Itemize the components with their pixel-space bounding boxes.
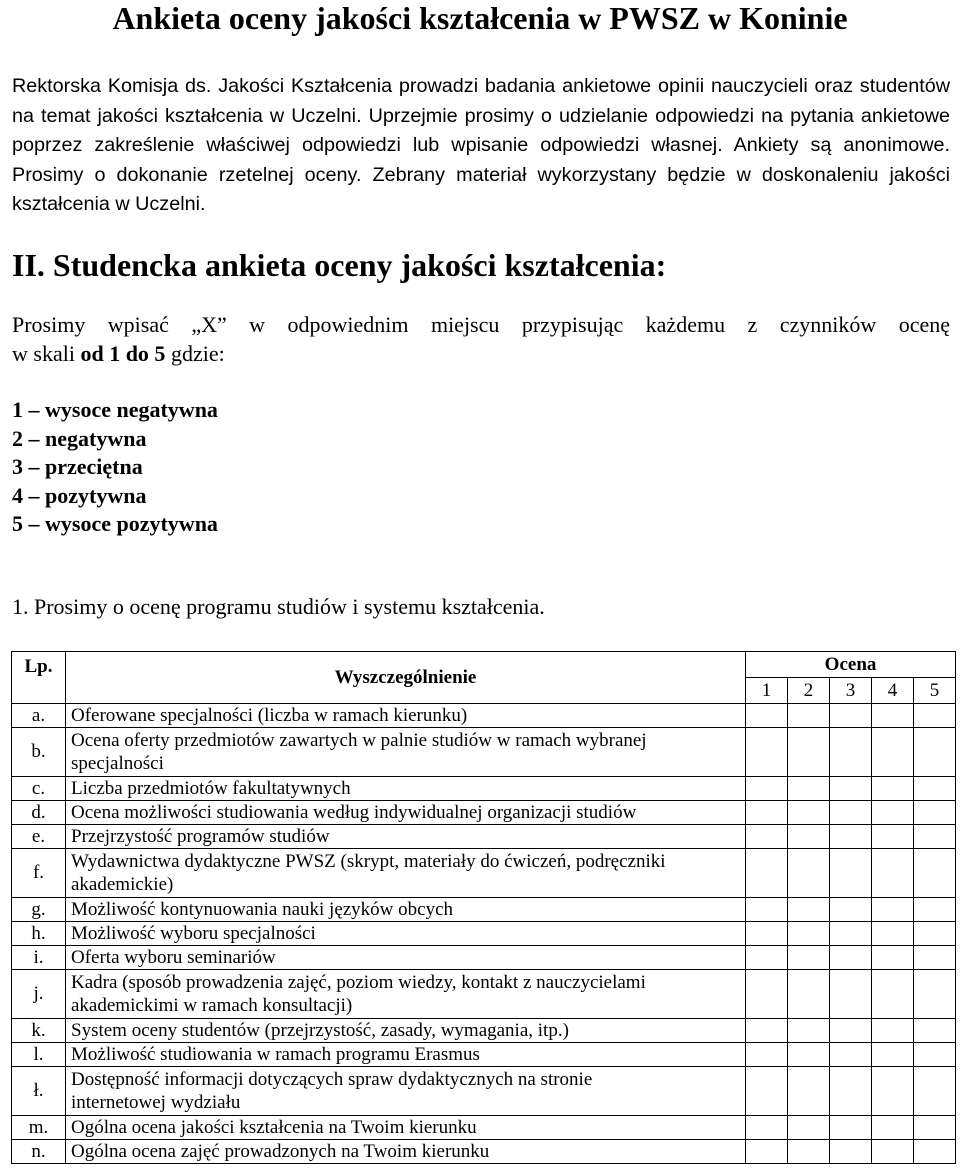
scale-item-1: 1 – wysoce negatywna bbox=[12, 397, 218, 422]
row-description-line: Możliwość studiowania w ramach programu Erasmus bbox=[71, 1044, 480, 1065]
row-lp: j. bbox=[12, 970, 66, 1019]
rating-cell-4[interactable] bbox=[872, 970, 914, 1019]
instructions-line-1: Prosimy wpisać „X” w odpowiednim miejscu przypisując każdemu z czynników ocenę bbox=[12, 312, 950, 337]
rating-cell-4[interactable] bbox=[872, 1140, 914, 1164]
row-description bbox=[66, 849, 746, 898]
row-description-line: Ocena oferty przedmiotów zawartych w palnie studiów w ramach wybranej bbox=[71, 730, 647, 751]
rating-cell-5[interactable] bbox=[914, 801, 956, 825]
row-description-line: Ogólna ocena jakości kształcenia na Twoim kierunku bbox=[71, 1117, 477, 1138]
scale-item-4: 4 – pozytywna bbox=[12, 482, 147, 508]
rating-cell-2[interactable] bbox=[788, 898, 830, 922]
rating-cell-2[interactable] bbox=[788, 728, 830, 777]
rating-cell-5[interactable] bbox=[914, 946, 956, 970]
table-row bbox=[12, 825, 956, 849]
instructions-line-2-end: gdzie: bbox=[165, 340, 225, 366]
row-description-line: Wydawnictwa dydaktyczne PWSZ (skrypt, materiały do ćwiczeń, podręczniki bbox=[71, 851, 666, 872]
row-lp: e. bbox=[12, 825, 66, 849]
rating-cell-5[interactable] bbox=[914, 970, 956, 1019]
instructions-scale-range: od 1 do 5 bbox=[80, 340, 166, 366]
header-score-5: 5 bbox=[914, 678, 956, 704]
row-description-line: specjalności bbox=[71, 753, 164, 774]
rating-cell-4[interactable] bbox=[872, 801, 914, 825]
rating-cell-1[interactable] bbox=[746, 1116, 788, 1140]
row-description-line: Oferta wyboru seminariów bbox=[71, 947, 276, 968]
rating-cell-3[interactable] bbox=[830, 728, 872, 777]
instructions-line-2-start: w skali bbox=[12, 340, 81, 366]
table-row bbox=[12, 849, 956, 898]
row-description bbox=[66, 1140, 746, 1164]
row-lp: k. bbox=[12, 1019, 66, 1043]
rating-cell-5[interactable] bbox=[914, 1116, 956, 1140]
row-description bbox=[66, 970, 746, 1019]
row-description bbox=[66, 1067, 746, 1116]
row-lp: g. bbox=[12, 898, 66, 922]
table-row bbox=[12, 1140, 956, 1164]
header-score-1: 1 bbox=[746, 678, 788, 704]
header-score-2: 2 bbox=[788, 678, 830, 704]
rating-cell-1[interactable] bbox=[746, 1019, 788, 1043]
rating-cell-2[interactable] bbox=[788, 801, 830, 825]
rating-cell-4[interactable] bbox=[872, 849, 914, 898]
scale-item-2: 2 – negatywna bbox=[12, 425, 147, 451]
rating-table bbox=[11, 651, 956, 1164]
rating-cell-2[interactable] bbox=[788, 704, 830, 728]
row-description bbox=[66, 728, 746, 777]
rating-cell-2[interactable] bbox=[788, 849, 830, 898]
rating-cell-1[interactable] bbox=[746, 1067, 788, 1116]
row-description bbox=[66, 922, 746, 946]
rating-cell-4[interactable] bbox=[872, 1019, 914, 1043]
row-description bbox=[66, 898, 746, 922]
table-row bbox=[12, 1116, 956, 1140]
rating-cell-1[interactable] bbox=[746, 704, 788, 728]
header-description: Wyszczególnienie bbox=[66, 652, 746, 704]
rating-cell-2[interactable] bbox=[788, 922, 830, 946]
question-1: 1. Prosimy o ocenę programu studiów i systemu kształcenia. bbox=[12, 594, 545, 619]
table-row bbox=[12, 970, 956, 1019]
rating-cell-5[interactable] bbox=[914, 849, 956, 898]
table-body bbox=[12, 704, 956, 1164]
rating-cell-5[interactable] bbox=[914, 898, 956, 922]
rating-cell-4[interactable] bbox=[872, 946, 914, 970]
row-description-line: Dostępność informacji dotyczących spraw dydaktycznych na stronie bbox=[71, 1069, 593, 1090]
rating-cell-4[interactable] bbox=[872, 777, 914, 801]
row-description-line: Możliwość kontynuowania nauki języków obcych bbox=[71, 899, 454, 920]
rating-cell-2[interactable] bbox=[788, 1116, 830, 1140]
row-description-line: Przejrzystość programów studiów bbox=[71, 826, 330, 847]
rating-cell-2[interactable] bbox=[788, 970, 830, 1019]
rating-cell-3[interactable] bbox=[830, 1067, 872, 1116]
rating-cell-4[interactable] bbox=[872, 1043, 914, 1067]
rating-cell-3[interactable] bbox=[830, 1116, 872, 1140]
row-lp: h. bbox=[12, 922, 66, 946]
rating-cell-1[interactable] bbox=[746, 898, 788, 922]
row-lp: l. bbox=[12, 1043, 66, 1067]
rating-cell-4[interactable] bbox=[872, 1067, 914, 1116]
table-row bbox=[12, 801, 956, 825]
rating-cell-1[interactable] bbox=[746, 801, 788, 825]
rating-cell-5[interactable] bbox=[914, 1043, 956, 1067]
row-lp: c. bbox=[12, 777, 66, 801]
rating-cell-2[interactable] bbox=[788, 777, 830, 801]
table-header-row bbox=[12, 652, 956, 678]
rating-cell-3[interactable] bbox=[830, 946, 872, 970]
rating-cell-1[interactable] bbox=[746, 1140, 788, 1164]
header-rating: Ocena bbox=[746, 652, 956, 678]
row-description-line: Oferowane specjalności (liczba w ramach kierunku) bbox=[71, 705, 468, 726]
scale-item-5: 5 – wysoce pozytywna bbox=[12, 511, 218, 536]
row-description-line: Kadra (sposób prowadzenia zajęć, poziom wiedzy, kontakt z nauczycielami bbox=[71, 972, 646, 993]
rating-cell-3[interactable] bbox=[830, 1019, 872, 1043]
row-lp: f. bbox=[12, 849, 66, 898]
rating-cell-3[interactable] bbox=[830, 825, 872, 849]
rating-cell-3[interactable] bbox=[830, 849, 872, 898]
scale-item-3: 3 – przeciętna bbox=[12, 454, 143, 479]
row-lp: n. bbox=[12, 1140, 66, 1164]
row-description bbox=[66, 704, 746, 728]
rating-cell-1[interactable] bbox=[746, 849, 788, 898]
rating-cell-2[interactable] bbox=[788, 946, 830, 970]
header-score-3: 3 bbox=[830, 678, 872, 704]
rating-cell-4[interactable] bbox=[872, 898, 914, 922]
row-description-line: Ogólna ocena zajęć prowadzonych na Twoim kierunku bbox=[71, 1141, 490, 1162]
page-title: Ankieta oceny jakości kształcenia w PWSZ w Koninie bbox=[112, 0, 848, 36]
row-description-line: Możliwość wyboru specjalności bbox=[71, 923, 316, 944]
header-lp: Lp. bbox=[12, 652, 66, 704]
table-row bbox=[12, 777, 956, 801]
row-description bbox=[66, 1116, 746, 1140]
row-description-line: akademickimi w ramach konsultacji) bbox=[71, 995, 353, 1016]
table-row bbox=[12, 1067, 956, 1116]
rating-cell-3[interactable] bbox=[830, 898, 872, 922]
rating-scale-list bbox=[12, 396, 218, 539]
rating-cell-1[interactable] bbox=[746, 970, 788, 1019]
rating-cell-1[interactable] bbox=[746, 1043, 788, 1067]
table-row bbox=[12, 728, 956, 777]
intro-text: Rektorska Komisja ds. Jakości Kształcenia prowadzi badania ankietowe opinii nauczycieli oraz studentów na temat jakości kształcenia w Uczelni. Uprzejmie prosimy o udzielanie odpowiedzi na pytania ankietowe poprzez zakreślenie właściwej odpowiedzi lub wpisanie odpowiedzi własnej. Ankiety są anonimowe. Prosimy o dokonanie rzetelnej oceny. Zebrany materiał wykorzystany będzie w doskonaleniu jakości kształcenia w Uczelni. bbox=[12, 75, 950, 215]
table-row bbox=[12, 704, 956, 728]
row-description-line: akademickie) bbox=[71, 874, 174, 895]
rating-cell-3[interactable] bbox=[830, 801, 872, 825]
rating-cell-4[interactable] bbox=[872, 728, 914, 777]
rating-cell-5[interactable] bbox=[914, 704, 956, 728]
table-row bbox=[12, 898, 956, 922]
row-lp: ł. bbox=[12, 1067, 66, 1116]
rating-cell-1[interactable] bbox=[746, 728, 788, 777]
row-description-line: System oceny studentów (przejrzystość, zasady, wymagania, itp.) bbox=[71, 1020, 569, 1041]
row-lp: d. bbox=[12, 801, 66, 825]
rating-cell-2[interactable] bbox=[788, 825, 830, 849]
row-lp: b. bbox=[12, 728, 66, 777]
table-row bbox=[12, 922, 956, 946]
row-description-line: Ocena możliwości studiowania według indywidualnej organizacji studiów bbox=[71, 802, 637, 823]
rating-cell-1[interactable] bbox=[746, 946, 788, 970]
row-description bbox=[66, 1043, 746, 1067]
rating-cell-4[interactable] bbox=[872, 1116, 914, 1140]
row-description bbox=[66, 801, 746, 825]
header-score-4: 4 bbox=[872, 678, 914, 704]
instructions bbox=[12, 311, 950, 368]
rating-cell-4[interactable] bbox=[872, 922, 914, 946]
rating-cell-3[interactable] bbox=[830, 1043, 872, 1067]
rating-cell-5[interactable] bbox=[914, 1019, 956, 1043]
rating-cell-3[interactable] bbox=[830, 970, 872, 1019]
rating-cell-2[interactable] bbox=[788, 1019, 830, 1043]
row-lp: a. bbox=[12, 704, 66, 728]
rating-cell-5[interactable] bbox=[914, 777, 956, 801]
intro-paragraph bbox=[12, 71, 950, 219]
rating-cell-5[interactable] bbox=[914, 728, 956, 777]
rating-cell-5[interactable] bbox=[914, 825, 956, 849]
rating-cell-1[interactable] bbox=[746, 777, 788, 801]
row-description-line: internetowej wydziału bbox=[71, 1092, 241, 1113]
rating-cell-4[interactable] bbox=[872, 825, 914, 849]
rating-cell-3[interactable] bbox=[830, 922, 872, 946]
row-description bbox=[66, 777, 746, 801]
rating-cell-1[interactable] bbox=[746, 922, 788, 946]
rating-cell-2[interactable] bbox=[788, 1043, 830, 1067]
row-description bbox=[66, 946, 746, 970]
rating-cell-4[interactable] bbox=[872, 704, 914, 728]
rating-cell-2[interactable] bbox=[788, 1140, 830, 1164]
rating-cell-3[interactable] bbox=[830, 777, 872, 801]
rating-cell-5[interactable] bbox=[914, 922, 956, 946]
row-description-line: Liczba przedmiotów fakultatywnych bbox=[71, 778, 351, 799]
rating-cell-3[interactable] bbox=[830, 1140, 872, 1164]
rating-cell-2[interactable] bbox=[788, 1067, 830, 1116]
rating-cell-5[interactable] bbox=[914, 1067, 956, 1116]
rating-cell-1[interactable] bbox=[746, 825, 788, 849]
row-lp: m. bbox=[12, 1116, 66, 1140]
row-description bbox=[66, 1019, 746, 1043]
table-row bbox=[12, 1019, 956, 1043]
row-description bbox=[66, 825, 746, 849]
rating-cell-3[interactable] bbox=[830, 704, 872, 728]
table-row bbox=[12, 946, 956, 970]
section-title: II. Studencka ankieta oceny jakości kształcenia: bbox=[12, 247, 667, 283]
row-lp: i. bbox=[12, 946, 66, 970]
table-row bbox=[12, 1043, 956, 1067]
rating-cell-5[interactable] bbox=[914, 1140, 956, 1164]
